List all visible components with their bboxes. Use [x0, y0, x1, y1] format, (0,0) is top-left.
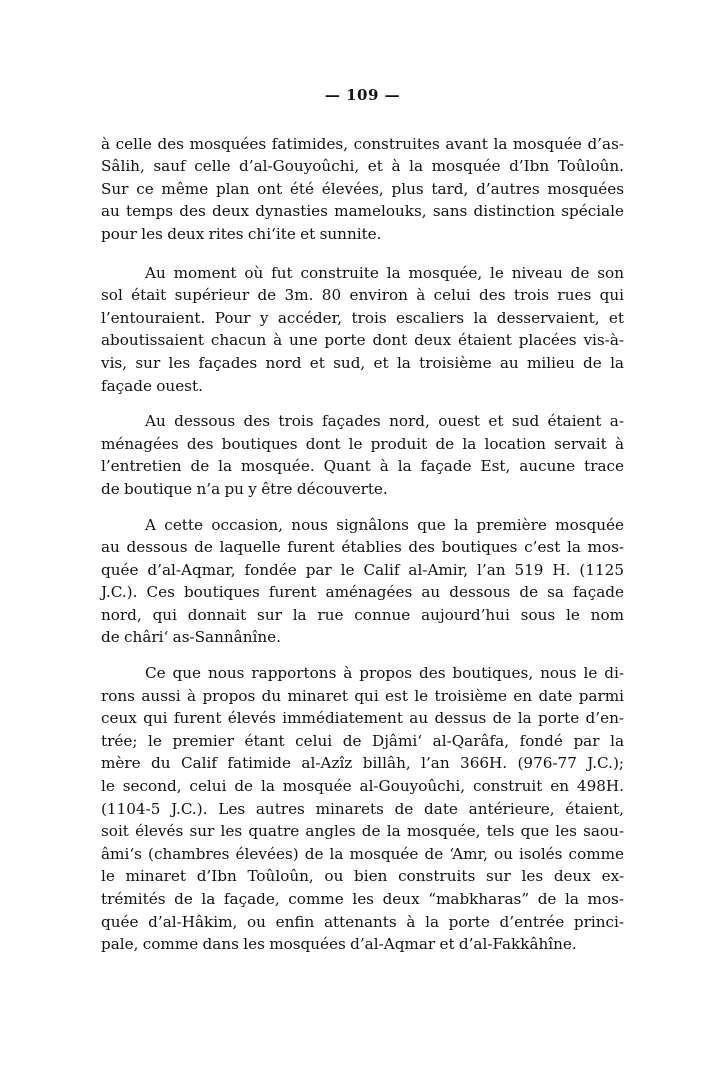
text-line: vis, sur les façades nord et sud, et la troisième au milieu de la: [101, 353, 624, 372]
text-line: rons aussi à propos du minaret qui est le troisième en date parmi: [101, 686, 624, 705]
text-line: pale, comme dans les mosquées d’al-Aqmar et d’al-Fakkâhîne.: [101, 935, 577, 954]
paragraph: [101, 262, 624, 398]
text-line: trémités de la façade, comme les deux “mabkharas” de la mos-: [101, 890, 624, 908]
text-line: quée d’al-Hâkim, ou enfin attenants à la porte d’entrée princi-: [101, 912, 624, 931]
text-line: façade ouest.: [101, 376, 203, 395]
paragraph: [101, 662, 624, 956]
paragraph: [101, 514, 624, 650]
paragraph-gap: [101, 649, 624, 662]
paragraph-gap: [101, 246, 624, 262]
text-line: l’entretien de la mosquée. Quant à la façade Est, aucune trace: [101, 457, 624, 476]
text-line: de boutique n’a pu y être découverte.: [101, 479, 388, 498]
text-line: âmi‘s (chambres élevées) de la mosquée de ‘Amr, ou isolés comme: [101, 844, 624, 863]
paragraph: [101, 133, 624, 246]
text-line: nord, qui donnait sur la rue connue aujourd’hui sous le nom: [101, 605, 624, 624]
paragraph: [101, 410, 624, 500]
text-line: Ce que nous rapportons à propos des boutiques, nous le di-: [145, 664, 624, 683]
text-line: Au moment où fut construite la mosquée, le niveau de son: [145, 263, 624, 282]
text-line: sol était supérieur de 3m. 80 environ à celui des trois rues qui: [101, 286, 624, 305]
text-line: de châri‘ as-Sannânîne.: [101, 628, 281, 647]
page-number: — 109 —: [324, 86, 401, 104]
text-line: mère du Calif fatimide al-Azîz billâh, l’an 366H. (976-77 J.C.);: [101, 754, 624, 773]
book-page: [101, 84, 624, 956]
text-line: au dessous de laquelle furent établies des boutiques c’est la mos-: [101, 538, 624, 557]
paragraph-gap: [101, 397, 624, 410]
text-line: quée d’al-Aqmar, fondée par le Calif al-Amir, l’an 519 H. (1125: [101, 560, 624, 579]
text-line: à celle des mosquées fatimides, construites avant la mosquée d’as-: [101, 134, 624, 153]
text-line: J.C.). Ces boutiques furent aménagées au dessous de sa façade: [101, 583, 624, 602]
text-line: Sur ce même plan ont été élevées, plus tard, d’autres mosquées: [101, 179, 624, 198]
text-line: aboutissaient chacun à une porte dont deux étaient placées vis-à-: [101, 331, 624, 350]
text-line: l’entouraient. Pour y accéder, trois escaliers la desservaient, et: [101, 308, 624, 327]
text-line: le minaret d’Ibn Toûloûn, ou bien construits sur les deux ex-: [101, 867, 624, 886]
text-line: (1104-5 J.C.). Les autres minarets de date antérieure, étaient,: [101, 799, 624, 818]
text-line: A cette occasion, nous signâlons que la première mosquée: [145, 515, 624, 534]
text-line: ménagées des boutiques dont le produit de la location servait à: [101, 434, 624, 453]
paragraph-gap: [101, 501, 624, 514]
text-line: ceux qui furent élevés immédiatement au dessus de la porte d’en-: [101, 709, 624, 728]
text-line: Sâlih, sauf celle d’al-Gouyoûchi, et à la mosquée d’Ibn Toûloûn.: [101, 157, 624, 176]
text-line: au temps des deux dynasties mamelouks, sans distinction spéciale: [101, 202, 624, 221]
text-line: le second, celui de la mosquée al-Gouyoûchi, construit en 498H.: [101, 777, 624, 796]
text-line: trée; le premier étant celui de Djâmi‘ al-Qarâfa, fondé par la: [101, 731, 624, 750]
text-line: Au dessous des trois façades nord, ouest et sud étaient a-: [145, 412, 624, 431]
text-line: soit élevés sur les quatre angles de la mosquée, tels que les saou-: [101, 822, 624, 841]
body-text: [101, 133, 624, 956]
text-line: pour les deux rites chi‘ite et sunnite.: [101, 224, 382, 243]
